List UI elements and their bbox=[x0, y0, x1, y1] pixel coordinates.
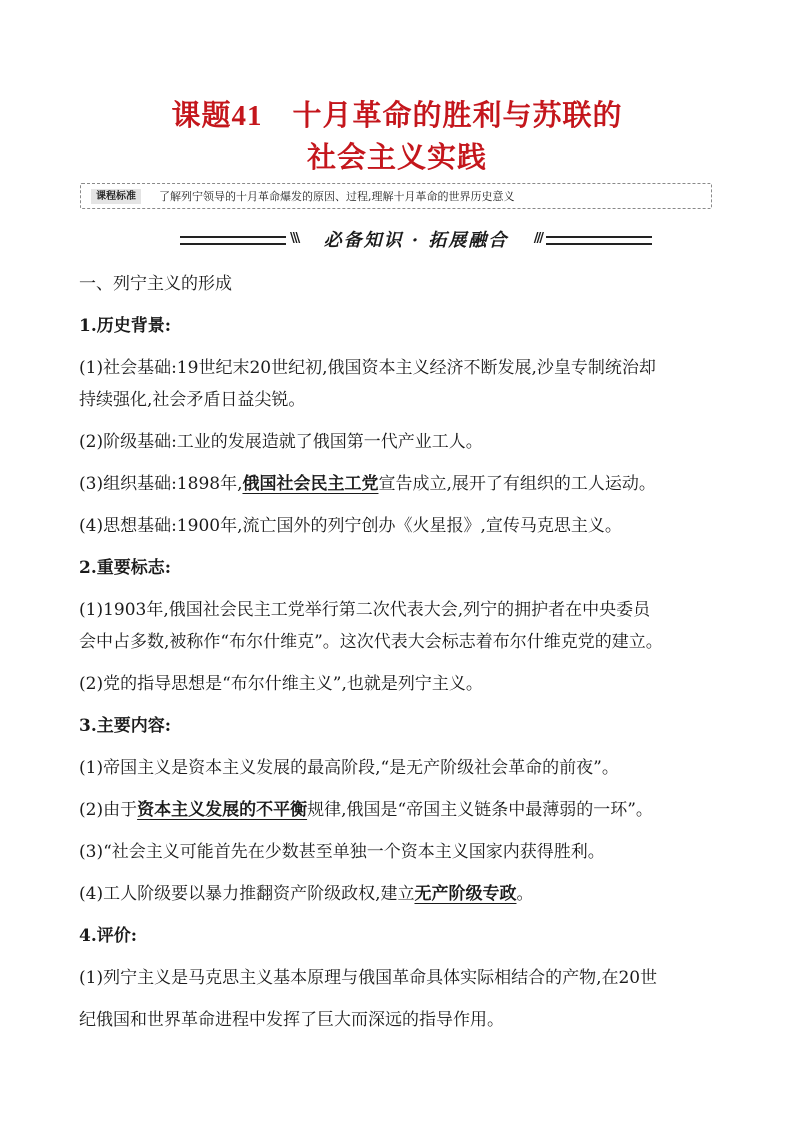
banner-slash-right-icon: /// bbox=[533, 231, 542, 246]
banner-rule-right bbox=[546, 236, 652, 245]
history-p4: (4)思想基础:1900年,流亡国外的列宁创办《火星报》,宣传马克思主义。 bbox=[79, 516, 622, 536]
marks-p1-line-2: 会中占多数,被称作“布尔什维克”。这次代表大会标志着布尔什维克党的建立。 bbox=[79, 632, 663, 652]
content-p2 bbox=[79, 794, 719, 826]
history-p3 bbox=[79, 468, 719, 500]
history-p1-line-2: 持续强化,社会矛盾日益尖锐。 bbox=[79, 390, 306, 410]
content-p4-text-b: 。 bbox=[516, 884, 534, 904]
content-p3: (3)“社会主义可能首先在少数甚至单独一个资本主义国家内获得胜利。 bbox=[79, 842, 605, 862]
lesson-title-line-1 bbox=[0, 97, 794, 134]
content-p2-text-b: 规律,俄国是“帝国主义链条中最薄弱的一环”。 bbox=[307, 800, 653, 820]
content-p4-highlight: 无产阶级专政 bbox=[414, 884, 517, 904]
marks-p2: (2)党的指导思想是“布尔什维主义”,也就是列宁主义。 bbox=[79, 674, 483, 694]
section-banner bbox=[180, 229, 652, 255]
content-p2-text-a: (2)由于 bbox=[79, 800, 138, 820]
history-p2: (2)阶级基础:工业的发展造就了俄国第一代产业工人。 bbox=[79, 432, 483, 452]
section-heading: 一、列宁主义的形成 bbox=[79, 274, 232, 294]
history-p3-highlight: 俄国社会民主工党 bbox=[242, 474, 379, 494]
evaluation-heading: 4.评价: bbox=[79, 926, 138, 946]
course-standard-box bbox=[80, 183, 712, 209]
lesson-number: 课题41 bbox=[171, 100, 263, 132]
main-content bbox=[79, 268, 719, 1036]
content-p1: (1)帝国主义是资本主义发展的最高阶段,“是无产阶级社会革命的前夜”。 bbox=[79, 758, 619, 778]
course-standard-text: 了解列宁领导的十月革命爆发的原因、过程,理解十月革命的世界历史意义 bbox=[159, 190, 515, 203]
history-heading: 1.历史背景: bbox=[79, 316, 172, 336]
banner-text: 必备知识 · 拓展融合 bbox=[323, 230, 509, 251]
content-p4 bbox=[79, 878, 719, 910]
content-p2-highlight: 资本主义发展的不平衡 bbox=[137, 800, 308, 820]
evaluation-p1-line-2: 纪俄国和世界革命进程中发挥了巨大而深远的指导作用。 bbox=[79, 1010, 504, 1030]
history-p3-text-b: 宣告成立,展开了有组织的工人运动。 bbox=[378, 474, 656, 494]
content-p4-text-a: (4)工人阶级要以暴力推翻资产阶级政权,建立 bbox=[79, 884, 415, 904]
marks-p1-line-1: (1)1903年,俄国社会民主工党举行第二次代表大会,列宁的拥护者在中央委员 bbox=[79, 600, 651, 620]
marks-heading: 2.重要标志: bbox=[79, 558, 172, 578]
banner-slash-left-icon: \\\ bbox=[290, 231, 299, 246]
history-p1-line-1: (1)社会基础:19世纪末20世纪初,俄国资本主义经济不断发展,沙皇专制统治却 bbox=[79, 358, 656, 378]
course-standard-tag: 课程标准 bbox=[91, 189, 141, 204]
lesson-title-text: 十月革命的胜利与苏联的 bbox=[292, 98, 623, 132]
content-heading: 3.主要内容: bbox=[79, 716, 172, 736]
evaluation-p1-line-1: (1)列宁主义是马克思主义基本原理与俄国革命具体实际相结合的产物,在20世 bbox=[79, 968, 658, 988]
history-p3-text-a: (3)组织基础:1898年, bbox=[79, 474, 243, 494]
lesson-title-line-2: 社会主义实践 bbox=[306, 140, 487, 174]
